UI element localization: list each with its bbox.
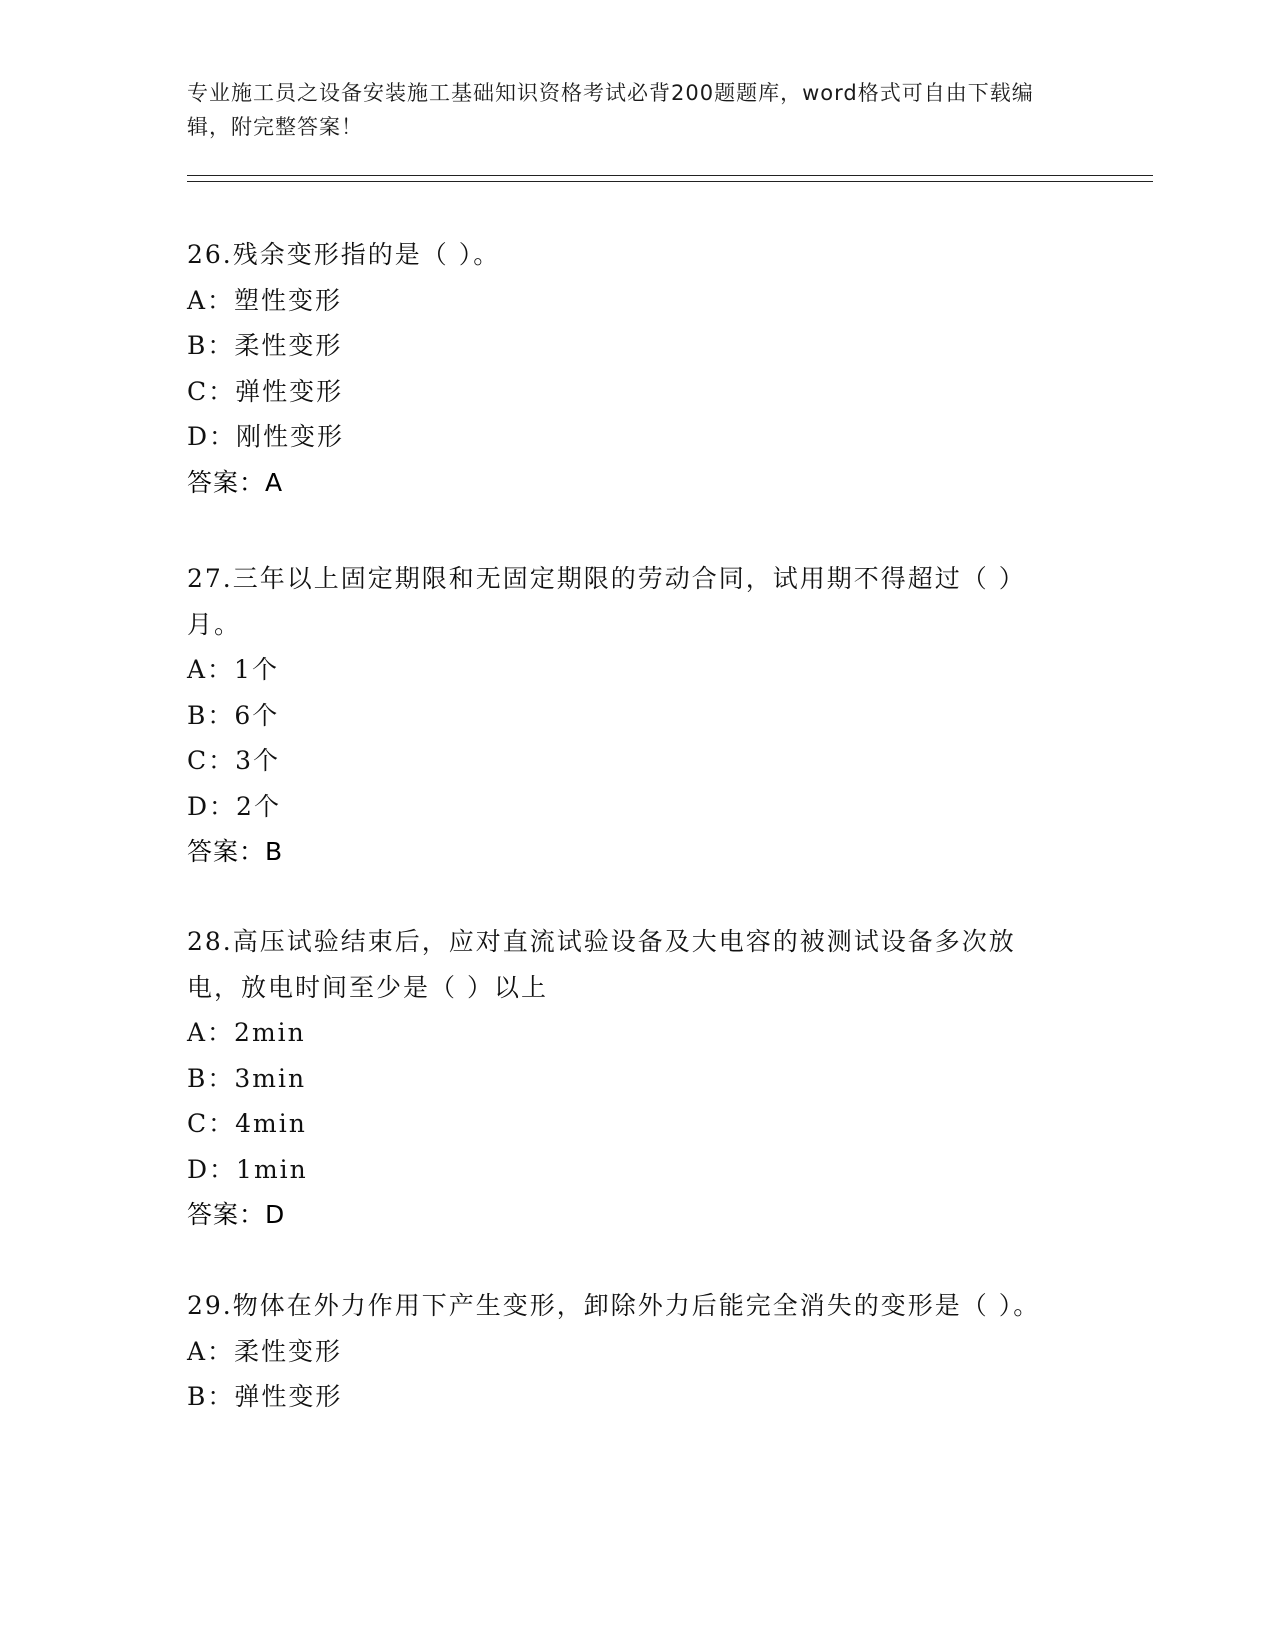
question-26 bbox=[187, 232, 1087, 505]
answer: 答案：B bbox=[187, 837, 284, 866]
question-stem: 28.高压试验结束后，应对直流试验设备及大电容的被测试设备多次放电，放电时间至少是（ ）以上 bbox=[187, 927, 1016, 1002]
option-b: B：弹性变形 bbox=[187, 1382, 343, 1411]
option-b: B：3min bbox=[187, 1063, 307, 1093]
header-rule-top bbox=[187, 175, 1153, 176]
question-29 bbox=[187, 1283, 1087, 1420]
option-b: B：6个 bbox=[187, 700, 280, 730]
question-stem: 27.三年以上固定期限和无固定期限的劳动合同，试用期不得超过（ ）月。 bbox=[187, 564, 1026, 639]
document-header bbox=[187, 76, 1067, 144]
option-c: C：4min bbox=[187, 1109, 307, 1138]
question-28 bbox=[187, 919, 1087, 1238]
option-d: D：2个 bbox=[187, 791, 281, 821]
option-a: A：2min bbox=[187, 1018, 306, 1047]
answer: 答案：A bbox=[187, 467, 284, 497]
option-b: B：柔性变形 bbox=[187, 331, 343, 360]
header-title: 专业施工员之设备安装施工基础知识资格考试必背200题题库，word格式可自由下载编辑，附完整答案！ bbox=[187, 81, 1034, 139]
option-a: A：塑性变形 bbox=[187, 285, 343, 315]
question-stem: 26.残余变形指的是（ ）。 bbox=[187, 240, 501, 269]
answer: 答案：D bbox=[187, 1200, 286, 1229]
question-stem: 29.物体在外力作用下产生变形，卸除外力后能完全消失的变形是（ ）。 bbox=[187, 1291, 1041, 1320]
option-c: C：3个 bbox=[187, 746, 281, 775]
option-d: D：1min bbox=[187, 1154, 308, 1184]
option-a: A：柔性变形 bbox=[187, 1336, 343, 1366]
header-rule-bottom bbox=[187, 181, 1153, 182]
option-d: D：刚性变形 bbox=[187, 422, 345, 451]
option-c: C：弹性变形 bbox=[187, 376, 344, 406]
question-27 bbox=[187, 556, 1087, 875]
option-a: A：1个 bbox=[187, 655, 279, 684]
